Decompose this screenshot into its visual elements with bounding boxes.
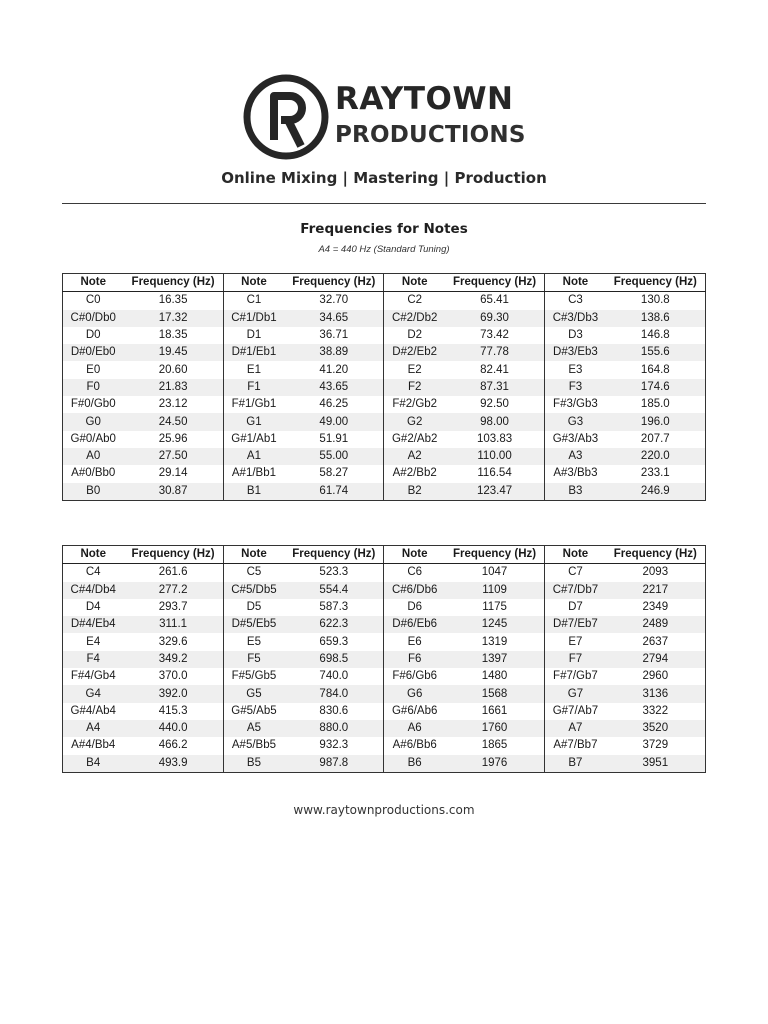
note-cell: D#1/Eb1 (223, 344, 284, 361)
table-row (63, 448, 706, 465)
frequency-cell: 29.14 (158, 467, 188, 480)
frequency-cell: 392.0 (123, 685, 223, 702)
table-row (63, 703, 706, 720)
frequency-cell: 30.87 (123, 483, 223, 501)
frequency-cell: 24.50 (123, 413, 223, 430)
note-cell: D6 (384, 599, 445, 616)
frequency-cell: 146.8 (640, 329, 670, 342)
note-cell: C6 (384, 564, 445, 582)
note-cell: C#1/Db1 (223, 310, 284, 327)
note-cell: A#4/Bb4 (71, 739, 116, 752)
frequency-cell: 49.00 (284, 413, 384, 430)
frequency-cell: 23.12 (158, 398, 188, 411)
note-cell: A0 (63, 448, 124, 465)
note-cell: D4 (85, 601, 101, 614)
note-cell: A4 (63, 720, 124, 737)
note-cell: A7 (545, 720, 606, 737)
header-frequency: Frequency (Hz) (284, 274, 384, 292)
note-cell: G3 (545, 413, 606, 430)
table-header-row (63, 546, 706, 564)
header-note: Note (384, 546, 445, 564)
frequency-cell: 932.3 (319, 739, 349, 752)
header-frequency: Frequency (Hz) (606, 546, 706, 564)
frequency-cell: 220.0 (606, 448, 706, 465)
frequency-cell: 61.74 (284, 483, 384, 501)
frequency-cell: 246.9 (606, 483, 706, 501)
note-cell: A2 (384, 448, 445, 465)
note-cell: D5 (223, 599, 284, 616)
frequency-cell: 207.7 (640, 432, 670, 445)
brand-tagline: Online Mixing | Mastering | Production (221, 169, 547, 187)
frequency-cell: 440.0 (123, 720, 223, 737)
note-cell: D7 (545, 599, 606, 616)
frequency-cell: 155.6 (606, 344, 706, 361)
frequency-cell: 27.50 (123, 448, 223, 465)
note-cell: G1 (223, 413, 284, 430)
frequency-cell: 58.27 (319, 467, 349, 480)
frequency-cell: 2349 (642, 601, 669, 614)
note-cell: F3 (545, 379, 606, 396)
frequency-cell: 69.30 (445, 310, 545, 327)
frequency-cell: 38.89 (284, 344, 384, 361)
note-cell: B6 (384, 755, 445, 773)
note-cell: D#5/Eb5 (223, 616, 284, 633)
frequency-cell: 329.6 (158, 635, 188, 648)
frequency-cell: 1760 (445, 720, 545, 737)
note-cell: B3 (545, 483, 606, 501)
note-cell: F1 (223, 379, 284, 396)
frequency-cell: 277.2 (123, 582, 223, 599)
frequency-cell: 830.6 (319, 704, 349, 717)
frequency-cell: 740.0 (319, 670, 349, 683)
note-cell: G4 (63, 685, 124, 702)
note-cell: F#4/Gb4 (70, 670, 116, 683)
frequency-cell: 43.65 (284, 379, 384, 396)
header-note: Note (63, 274, 124, 292)
note-cell: F#7/Gb7 (545, 668, 606, 685)
note-cell: C2 (384, 292, 445, 310)
frequency-cell: 65.41 (480, 294, 509, 307)
frequency-cell: 1568 (445, 685, 545, 702)
frequency-cell: 2093 (642, 566, 669, 579)
header-note: Note (63, 546, 124, 564)
frequency-cell: 51.91 (319, 432, 349, 445)
note-cell: F4 (63, 651, 124, 668)
note-cell: F#1/Gb1 (223, 396, 284, 413)
frequency-cell: 2637 (642, 635, 669, 648)
note-cell: E7 (545, 633, 606, 650)
table-row (63, 564, 706, 582)
table-row (63, 616, 706, 633)
note-cell: B5 (223, 755, 284, 773)
header-frequency: Frequency (Hz) (123, 274, 223, 292)
frequency-cell: 87.31 (445, 379, 545, 396)
note-cell: G6 (384, 685, 445, 702)
frequency-cell: 123.47 (445, 483, 545, 501)
frequency-cell: 587.3 (319, 601, 349, 614)
note-cell: A5 (223, 720, 284, 737)
frequency-cell: 1175 (482, 601, 507, 614)
note-cell: C#3/Db3 (545, 310, 606, 327)
logo-mark-letter: R (285, 130, 287, 131)
document-subtitle: A4 = 440 Hz (Standard Tuning) (318, 244, 450, 255)
frequency-cell: 3136 (606, 685, 706, 702)
note-cell: G#0/Ab0 (70, 432, 116, 445)
table-row (63, 396, 706, 413)
note-cell: B1 (223, 483, 284, 501)
frequency-cell: 1661 (481, 704, 508, 717)
frequency-cell: 185.0 (640, 398, 670, 411)
note-cell: G7 (545, 685, 606, 702)
note-cell: D2 (384, 327, 445, 344)
frequency-cell: 2489 (606, 616, 706, 633)
note-cell: F#5/Gb5 (223, 668, 284, 685)
note-cell: G#5/Ab5 (223, 703, 284, 720)
note-cell: B4 (63, 755, 124, 773)
frequency-cell: 523.3 (319, 566, 349, 579)
note-cell: C#0/Db0 (63, 310, 124, 327)
table-row (63, 582, 706, 599)
note-cell: F2 (384, 379, 445, 396)
note-cell: G#7/Ab7 (545, 703, 606, 720)
frequency-cell: 1047 (481, 566, 508, 579)
note-cell: C3 (545, 292, 606, 310)
table-row (63, 633, 706, 650)
header-note: Note (545, 546, 606, 564)
table-row (63, 413, 706, 430)
header-frequency: Frequency (Hz) (123, 546, 223, 564)
note-cell: D0 (85, 329, 101, 342)
frequency-cell: 3951 (606, 755, 706, 773)
frequency-cell: 32.70 (319, 294, 349, 307)
note-cell: D3 (545, 327, 606, 344)
frequency-cell: 370.0 (158, 670, 188, 683)
frequency-cell: 2960 (642, 670, 669, 683)
note-cell: F0 (63, 379, 124, 396)
header-frequency: Frequency (Hz) (284, 546, 384, 564)
note-cell: C#7/Db7 (545, 582, 606, 599)
brand-logo (243, 74, 533, 166)
note-cell: A#2/Bb2 (384, 465, 445, 482)
frequency-cell: 311.1 (123, 616, 223, 633)
frequency-cell: 110.00 (445, 448, 545, 465)
frequency-cell: 659.3 (319, 635, 349, 648)
frequency-cell: 92.50 (480, 398, 509, 411)
frequency-cell: 349.2 (123, 651, 223, 668)
frequency-cell: 138.6 (606, 310, 706, 327)
table-row (63, 755, 706, 773)
note-cell: G#2/Ab2 (384, 431, 445, 448)
frequency-cell: 261.6 (158, 566, 188, 579)
table-row (63, 431, 706, 448)
table-row (63, 344, 706, 361)
header-frequency: Frequency (Hz) (445, 274, 545, 292)
note-cell: E3 (545, 361, 606, 378)
note-cell: F#3/Gb3 (545, 396, 606, 413)
note-cell: A#0/Bb0 (71, 467, 116, 480)
frequency-cell: 293.7 (158, 601, 188, 614)
frequency-cell: 1865 (481, 739, 508, 752)
note-cell: E6 (384, 633, 445, 650)
frequency-cell: 880.0 (284, 720, 384, 737)
frequency-cell: 41.20 (319, 363, 349, 376)
table-row (63, 737, 706, 754)
note-cell: B0 (63, 483, 124, 501)
frequency-cell: 3520 (606, 720, 706, 737)
brand-subname: PRODUCTIONS (335, 122, 526, 148)
frequency-cell: 130.8 (640, 294, 670, 307)
header-note: Note (545, 274, 606, 292)
note-cell: G#6/Ab6 (384, 703, 445, 720)
note-cell: D#4/Eb4 (63, 616, 124, 633)
table-row (63, 310, 706, 327)
note-cell: G0 (63, 413, 124, 430)
raytown-logo-mark (243, 74, 329, 160)
note-cell: B2 (384, 483, 445, 501)
note-cell: C5 (223, 564, 284, 582)
frequency-cell: 55.00 (284, 448, 384, 465)
note-cell: A#6/Bb6 (384, 737, 445, 754)
frequency-cell: 1976 (445, 755, 545, 773)
frequency-cell: 36.71 (319, 329, 349, 342)
note-cell: A#5/Bb5 (223, 737, 284, 754)
table-row (63, 668, 706, 685)
note-cell: D#7/Eb7 (545, 616, 606, 633)
table-row (63, 685, 706, 702)
frequency-cell: 21.83 (123, 379, 223, 396)
frequency-cell: 698.5 (284, 651, 384, 668)
frequency-cell: 3322 (642, 704, 669, 717)
table-row (63, 483, 706, 501)
frequency-cell: 34.65 (284, 310, 384, 327)
frequency-cell: 174.6 (606, 379, 706, 396)
frequency-cell: 1109 (445, 582, 545, 599)
header-note: Note (223, 274, 284, 292)
frequency-cell: 196.0 (606, 413, 706, 430)
frequency-cell: 103.83 (476, 432, 513, 445)
frequency-cell: 164.8 (640, 363, 670, 376)
note-cell: G#4/Ab4 (70, 704, 116, 717)
frequency-cell: 82.41 (480, 363, 509, 376)
note-cell: F#2/Gb2 (384, 396, 445, 413)
frequency-cell: 493.9 (123, 755, 223, 773)
frequency-cell: 622.3 (284, 616, 384, 633)
footer-website: www.raytownproductions.com (293, 803, 475, 817)
frequency-cell: 554.4 (284, 582, 384, 599)
frequency-cell: 2217 (606, 582, 706, 599)
frequency-table-octaves-0-3 (62, 273, 706, 501)
frequency-cell: 20.60 (158, 363, 188, 376)
note-cell: A3 (545, 448, 606, 465)
note-cell: C7 (545, 564, 606, 582)
note-cell: E4 (86, 635, 101, 648)
table-row (63, 361, 706, 378)
note-cell: C4 (85, 566, 101, 579)
note-cell: F5 (223, 651, 284, 668)
frequency-cell: 25.96 (158, 432, 188, 445)
frequency-cell: 1397 (445, 651, 545, 668)
note-cell: A1 (223, 448, 284, 465)
note-cell: F7 (545, 651, 606, 668)
frequency-cell: 116.54 (477, 467, 512, 480)
frequency-cell: 17.32 (123, 310, 223, 327)
note-cell: G#3/Ab3 (545, 431, 606, 448)
note-cell: E1 (223, 361, 284, 378)
header-divider (62, 203, 706, 204)
note-cell: D#3/Eb3 (545, 344, 606, 361)
frequency-cell: 466.2 (158, 739, 188, 752)
note-cell: F#6/Gb6 (384, 668, 445, 685)
frequency-cell: 3729 (642, 739, 669, 752)
note-cell: A#3/Bb3 (545, 465, 606, 482)
note-cell: C#6/Db6 (384, 582, 445, 599)
note-cell: G2 (384, 413, 445, 430)
note-cell: C1 (223, 292, 284, 310)
frequency-cell: 98.00 (445, 413, 545, 430)
frequency-cell: 1480 (481, 670, 508, 683)
frequency-cell: 16.35 (158, 294, 188, 307)
frequency-cell: 73.42 (480, 329, 509, 342)
note-cell: F#0/Gb0 (70, 398, 116, 411)
frequency-cell: 1245 (445, 616, 545, 633)
note-cell: E0 (86, 363, 101, 376)
header-frequency: Frequency (Hz) (606, 274, 706, 292)
brand-name: RAYTOWN (335, 81, 514, 117)
note-cell: C#4/Db4 (63, 582, 124, 599)
frequency-cell: 19.45 (123, 344, 223, 361)
note-cell: D#2/Eb2 (384, 344, 445, 361)
note-cell: A#7/Bb7 (545, 737, 606, 754)
header-frequency: Frequency (Hz) (445, 546, 545, 564)
frequency-cell: 233.1 (640, 467, 670, 480)
note-cell: C#5/Db5 (223, 582, 284, 599)
table-row (63, 599, 706, 616)
header-note: Note (223, 546, 284, 564)
frequency-cell: 415.3 (158, 704, 188, 717)
note-cell: C#2/Db2 (384, 310, 445, 327)
note-cell: A6 (384, 720, 445, 737)
table-row (63, 720, 706, 737)
table-row (63, 292, 706, 310)
frequency-cell: 1319 (481, 635, 508, 648)
table-header-row (63, 274, 706, 292)
frequency-cell: 18.35 (158, 329, 188, 342)
header-note: Note (384, 274, 445, 292)
note-cell: D#0/Eb0 (63, 344, 124, 361)
note-cell: G#1/Ab1 (223, 431, 284, 448)
note-cell: D#6/Eb6 (384, 616, 445, 633)
table-row (63, 379, 706, 396)
note-cell: D1 (223, 327, 284, 344)
frequency-cell: 2794 (606, 651, 706, 668)
table-row (63, 651, 706, 668)
frequency-cell: 784.0 (284, 685, 384, 702)
note-cell: A#1/Bb1 (223, 465, 284, 482)
note-cell: F6 (384, 651, 445, 668)
frequency-cell: 987.8 (284, 755, 384, 773)
note-cell: E5 (223, 633, 284, 650)
note-cell: C0 (85, 294, 101, 307)
note-cell: B7 (545, 755, 606, 773)
table-row (63, 465, 706, 482)
note-cell: E2 (384, 361, 445, 378)
table-row (63, 327, 706, 344)
frequency-cell: 46.25 (319, 398, 349, 411)
note-cell: G5 (223, 685, 284, 702)
frequency-cell: 77.78 (445, 344, 545, 361)
frequency-table-octaves-4-7 (62, 545, 706, 773)
document-title: Frequencies for Notes (300, 221, 468, 237)
